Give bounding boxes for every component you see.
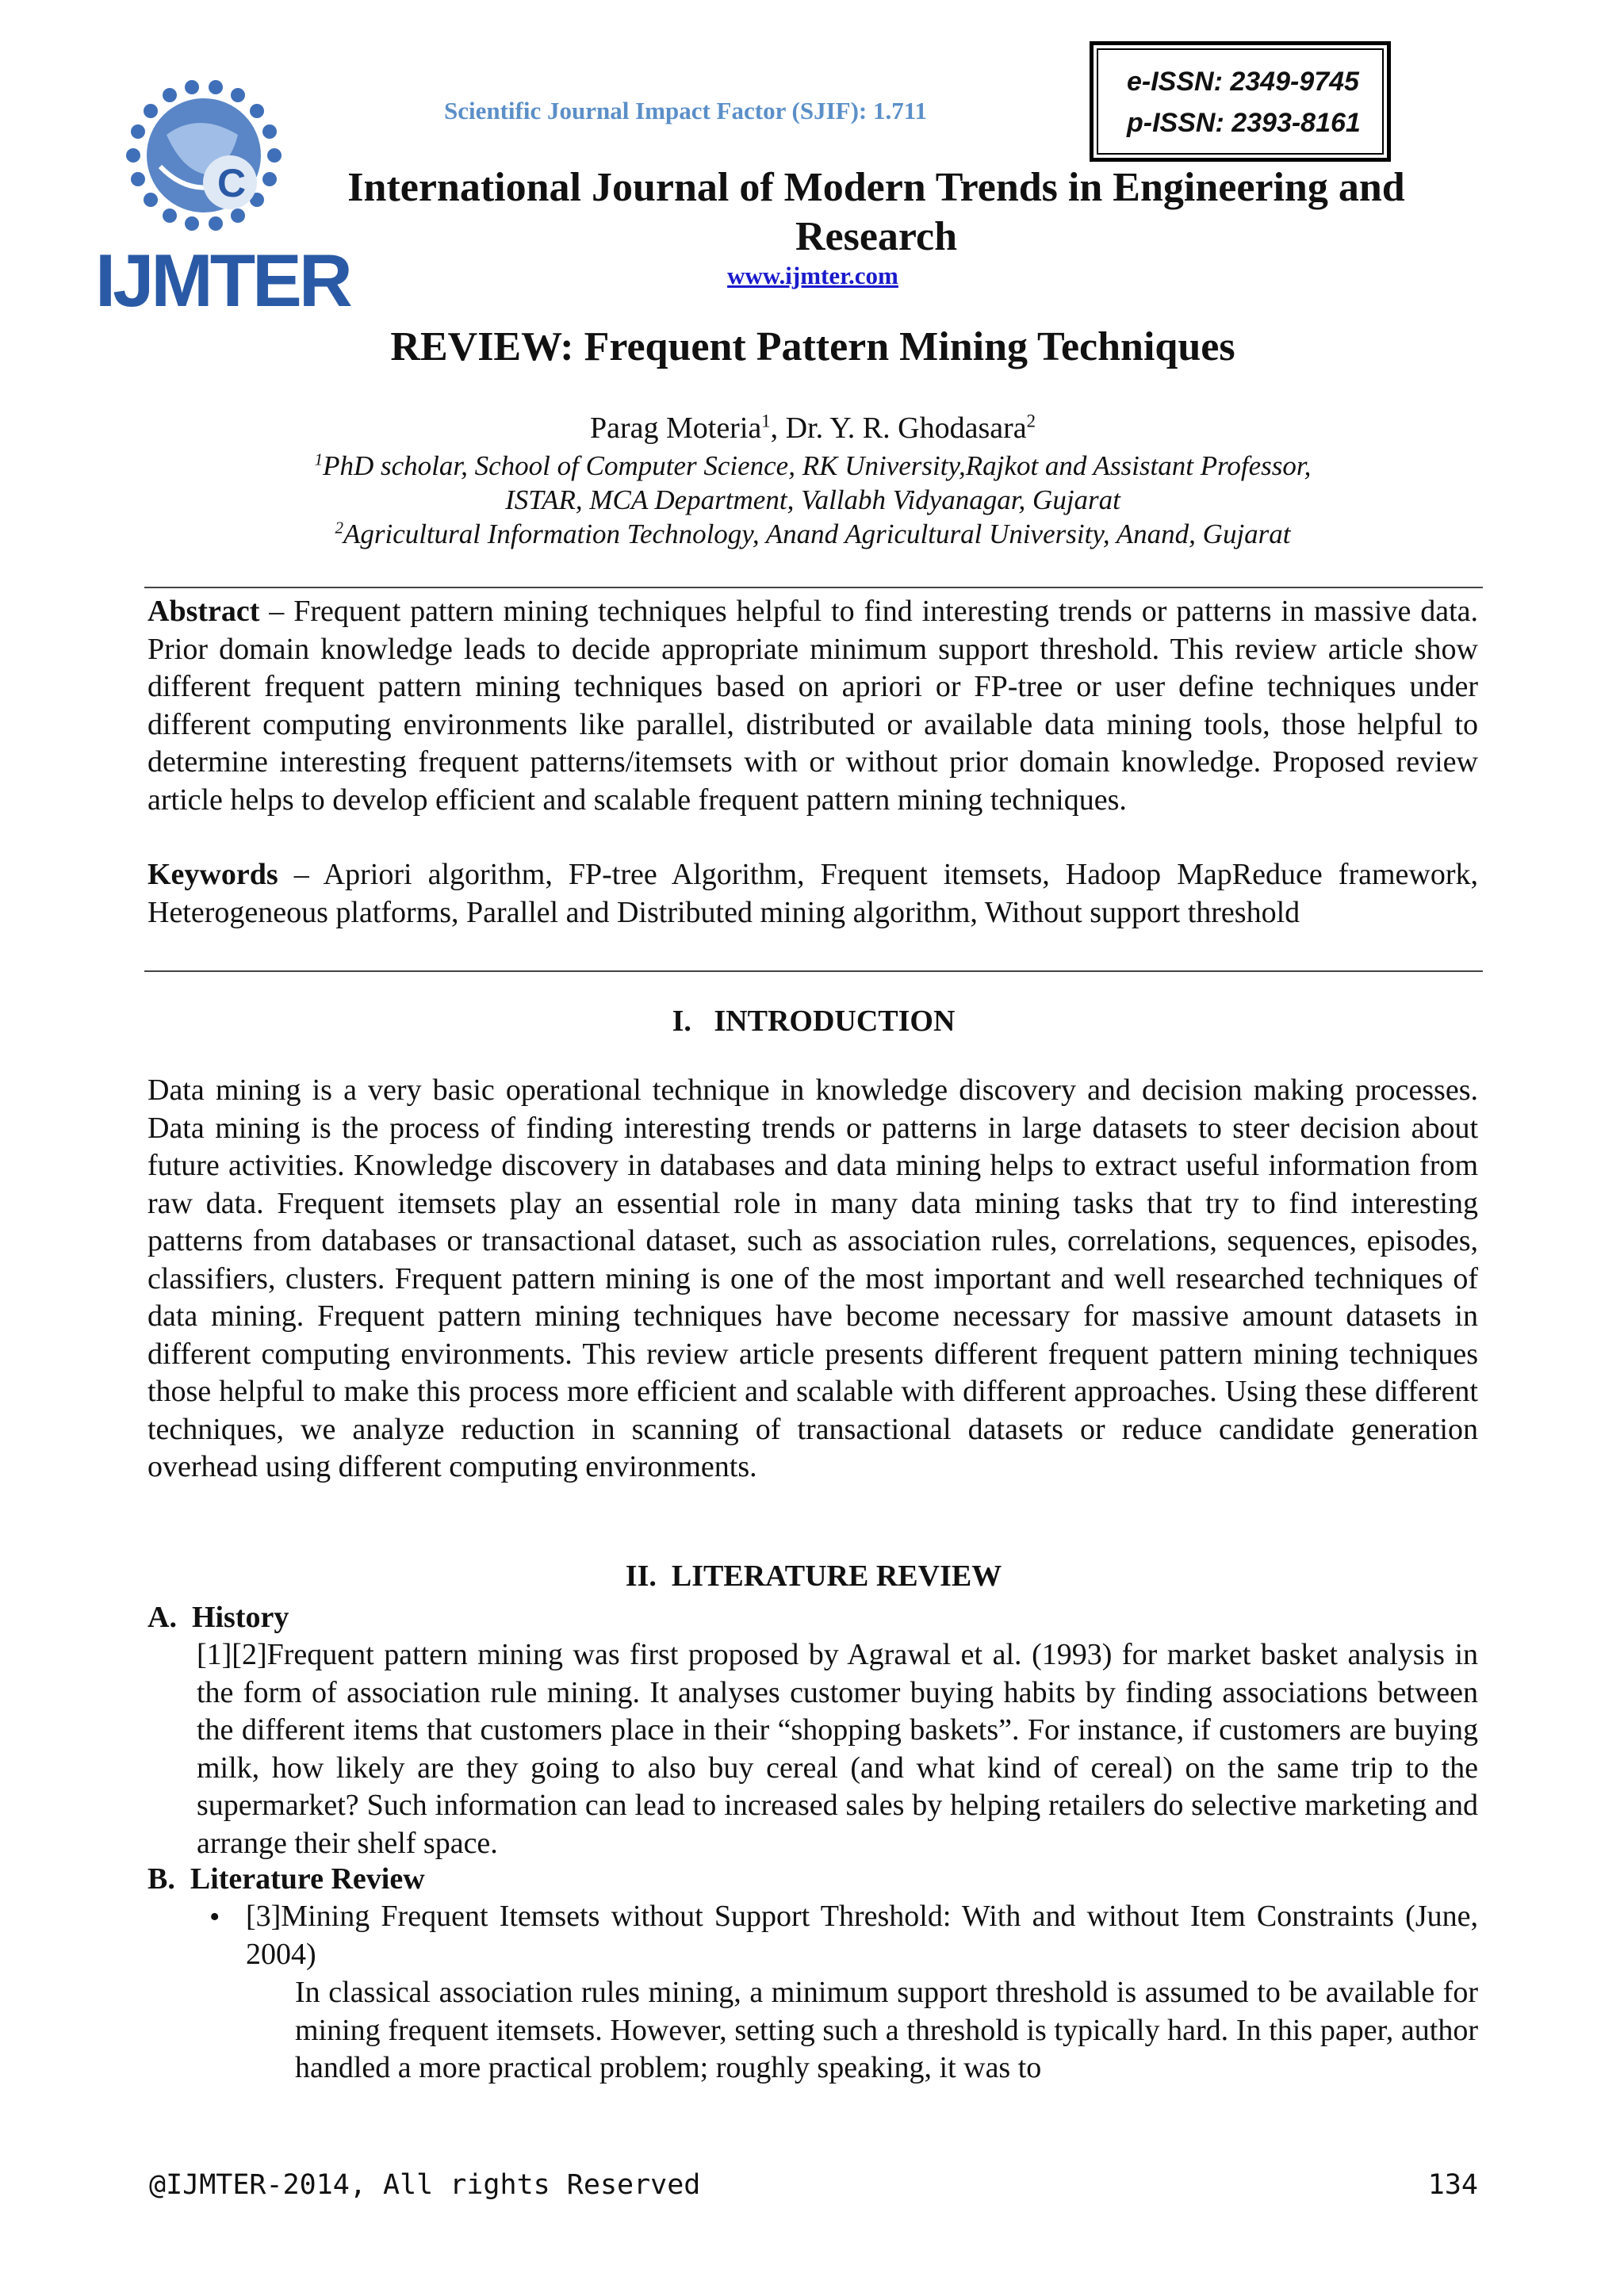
issn-box (1090, 41, 1391, 162)
bullet-text: In classical association rules mining, a minimum support threshold is assumed to be available for mining frequent itemsets. However, setting such a threshold is typically hard. In this paper, author handled a more practical problem; roughly speaking, it was to (295, 1976, 1478, 2084)
p-issn: p-ISSN: 2393-8161 (1127, 108, 1361, 138)
author-2-sup: 2 (1026, 411, 1036, 431)
keywords-label: Keywords (147, 858, 278, 891)
author-2: Dr. Y. R. Ghodasara (785, 411, 1027, 445)
subsection-literature-review-heading: B. Literature Review (147, 1862, 425, 1896)
author-1: Parag Moteria (589, 411, 762, 445)
affiliation-2-sup: 2 (335, 518, 343, 538)
journal-url-link[interactable]: www.ijmter.com (727, 262, 898, 289)
introduction-heading: I. INTRODUCTION (672, 1004, 956, 1038)
impact-factor: Scientific Journal Impact Factor (SJIF): 1.711 (444, 97, 928, 124)
abstract-text: – Frequent pattern mining techniques helpful to find interesting trends or patterns in massive data. Prior domain knowledge leads to decide appropriate minimum support threshold. This review article show different frequent pattern mining techniques based on apriori or FP-tree or user define techniques under different computing environments like parallel, distributed or available data mining tools, those helpful to determine interesting frequent patterns/itemsets with or without prior domain knowledge. Proposed review article helps to develop efficient and scalable frequent pattern mining techniques. (147, 595, 1478, 817)
logo-text: IJMTER (95, 239, 350, 322)
abstract (147, 593, 1478, 819)
svg-text:C: C (217, 161, 247, 205)
abstract-label: Abstract (147, 595, 260, 628)
paper-title: REVIEW: Frequent Pattern Mining Techniques (390, 324, 1235, 369)
subsection-history-heading: A. History (147, 1601, 289, 1634)
affiliation-1-line-1: PhD scholar, School of Computer Science, RK University,Rajkot and Assistant Professor, (323, 450, 1312, 481)
affiliation-1-sup: 1 (314, 450, 324, 469)
affiliation-1-line-2: ISTAR, MCA Department, Vallabh Vidyanagar, Gujarat (505, 484, 1120, 515)
affiliation-1 (143, 450, 1483, 482)
footer-page-number: 134 (1427, 2169, 1478, 2201)
footer-copyright: @IJMTER-2014, All rights Reserved (149, 2169, 701, 2201)
author-separator: , (770, 411, 786, 445)
journal-title: International Journal of Modern Trends in Engineering and Research (347, 165, 1405, 259)
e-issn: e-ISSN: 2349-9745 (1127, 67, 1359, 97)
authors (143, 411, 1483, 446)
bullet-icon: • (209, 1900, 220, 1934)
literature-heading: II. LITERATURE REVIEW (625, 1559, 1002, 1593)
bullet-title: [3]Mining Frequent Itemsets without Support Threshold: With and without Item Constraints (June, 2004) (246, 1900, 1478, 1971)
affiliation-2-text: Agricultural Information Technology, Anand Agricultural University, Anand, Gujarat (343, 519, 1291, 549)
divider-top (144, 587, 1483, 588)
affiliation-2 (143, 519, 1483, 550)
keywords-text: – Apriori algorithm, FP-tree Algorithm, Frequent itemsets, Hadoop MapReduce framework, Heterogeneous platforms, Parallel and Distributed mining algorithm, Without support threshold (147, 858, 1478, 929)
history-text: [1][2]Frequent pattern mining was first proposed by Agrawal et al. (1993) for market basket analysis in the form of association rule mining. It analyses customer buying habits by finding associations between the different items that customers place in their “shopping baskets”. For instance, if customers are buying milk, how likely are they going to also buy cereal (and what kind of cereal) on the same trip to the supermarket? Such information can lead to increased sales by helping retailers do selective marketing and arrange their shelf space. (197, 1638, 1478, 1860)
author-1-sup: 1 (761, 411, 771, 431)
introduction-text: Data mining is a very basic operational technique in knowledge discovery and decision making processes. Data mining is the process of finding interesting trends or patterns in large datasets to steer decision about future activities. Knowledge discovery in databases and data mining helps to extract useful information from raw data. Frequent itemsets play an essential role in many data mining tasks that try to find interesting patterns from databases or transactional dataset, such as association rules, correlations, sequences, episodes, classifiers, clusters. Frequent pattern mining is one of the most important and well researched techniques of data mining. Frequent pattern mining techniques have become necessary for massive amount datasets in different computing environments. This review article presents different frequent pattern mining techniques those helpful to make this process more efficient and scalable with different approaches. Using these different techniques, we analyze reduction in scanning of transactional datasets or reduce candidate generation overhead using different computing environments. (147, 1073, 1478, 1483)
divider-bottom (144, 970, 1483, 972)
keywords (147, 856, 1478, 932)
